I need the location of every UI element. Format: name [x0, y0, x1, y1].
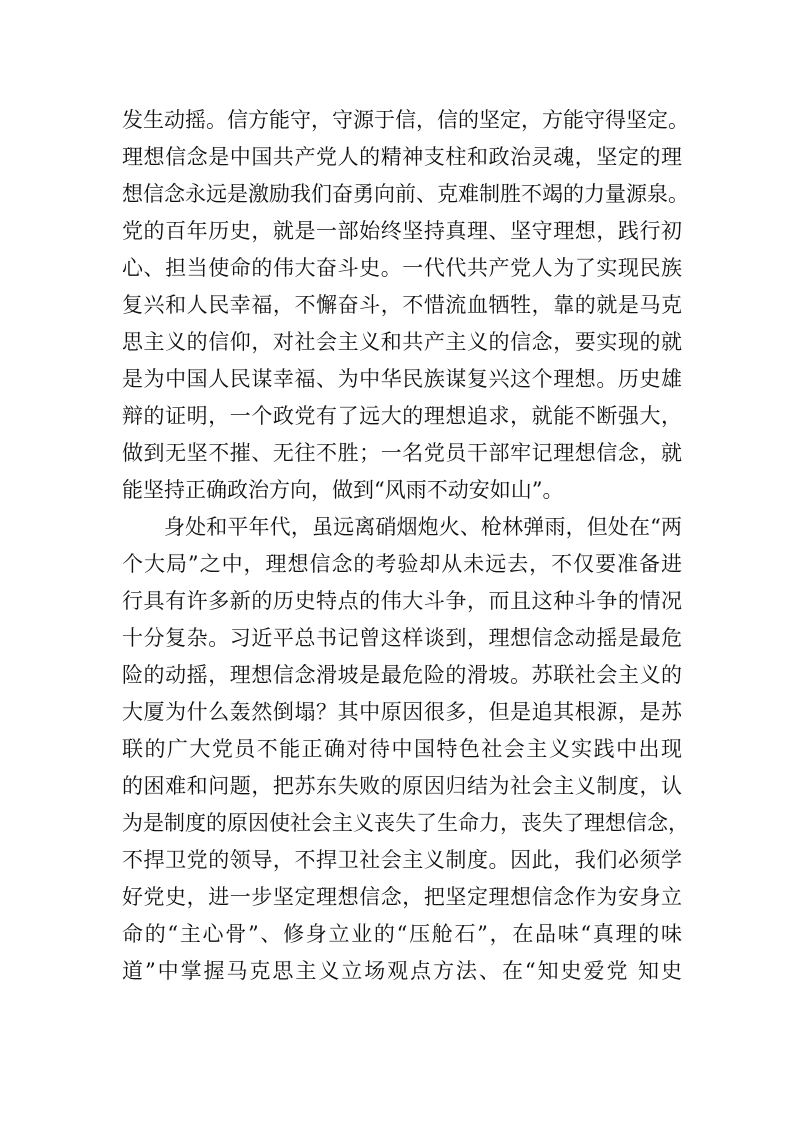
text-line: 是为中国人民谋幸福、为中华民族谋复兴这个理想。历史雄 [122, 367, 682, 391]
text-line: 思主义的信仰，对社会主义和共产主义的信念，要实现的就 [122, 330, 682, 354]
text-line: 党的百年历史，就是一部始终坚持真理、坚守理想，践行初 [122, 219, 682, 243]
text-line: 辩的证明，一个政党有了远大的理想追求，就能不断强大， [122, 404, 682, 428]
text-line: 个大局”之中，理想信念的考验却从未远去，不仅要准备进 [122, 552, 682, 576]
text-line: 复兴和人民幸福，不懈奋斗，不惜流血牺牲，靠的就是马克 [122, 293, 682, 317]
text-line: 不捍卫党的领导，不捍卫社会主义制度。因此，我们必须学 [122, 848, 682, 872]
text-line: 做到无坚不摧、无往不胜；一名党员干部牢记理想信念，就 [122, 441, 682, 465]
text-line: 联的广大党员不能正确对待中国特色社会主义实践中出现 [122, 737, 682, 761]
text-line: 命的“主心骨”、修身立业的“压舱石”，在品味“真理的味 [122, 922, 682, 946]
text-line: 理想信念是中国共产党人的精神支柱和政治灵魂，坚定的理 [122, 145, 682, 169]
text-line: 十分复杂。习近平总书记曾这样谈到，理想信念动摇是最危 [122, 626, 682, 650]
text-line: 好党史，进一步坚定理想信念，把坚定理想信念作为安身立 [122, 885, 682, 909]
text-line: 为是制度的原因使社会主义丧失了生命力，丧失了理想信念， [122, 811, 689, 835]
text-line: 行具有许多新的历史特点的伟大斗争，而且这种斗争的情况 [122, 589, 682, 613]
text-line: 大厦为什么轰然倒塌？其中原因很多，但是追其根源，是苏 [122, 700, 682, 724]
text-line: 险的动摇，理想信念滑坡是最危险的滑坡。苏联社会主义的 [122, 663, 682, 687]
body-text [122, 102, 689, 990]
text-line: 道”中掌握马克思主义立场观点方法、在“知史爱党 知史 [122, 959, 682, 983]
text-line: 身处和平年代，虽远离硝烟炮火、枪林弹雨，但处在“两 [164, 515, 682, 539]
text-line: 心、担当使命的伟大奋斗史。一代代共产党人为了实现民族 [122, 256, 682, 280]
text-line: 发生动摇。信方能守，守源于信，信的坚定，方能守得坚定。 [122, 108, 689, 132]
text-line: 想信念永远是激励我们奋勇向前、克难制胜不竭的力量源泉。 [122, 182, 689, 206]
text-line: 的困难和问题，把苏东失败的原因归结为社会主义制度，认 [122, 774, 682, 798]
text-line: 能坚持正确政治方向，做到“风雨不动安如山”。 [122, 478, 564, 502]
